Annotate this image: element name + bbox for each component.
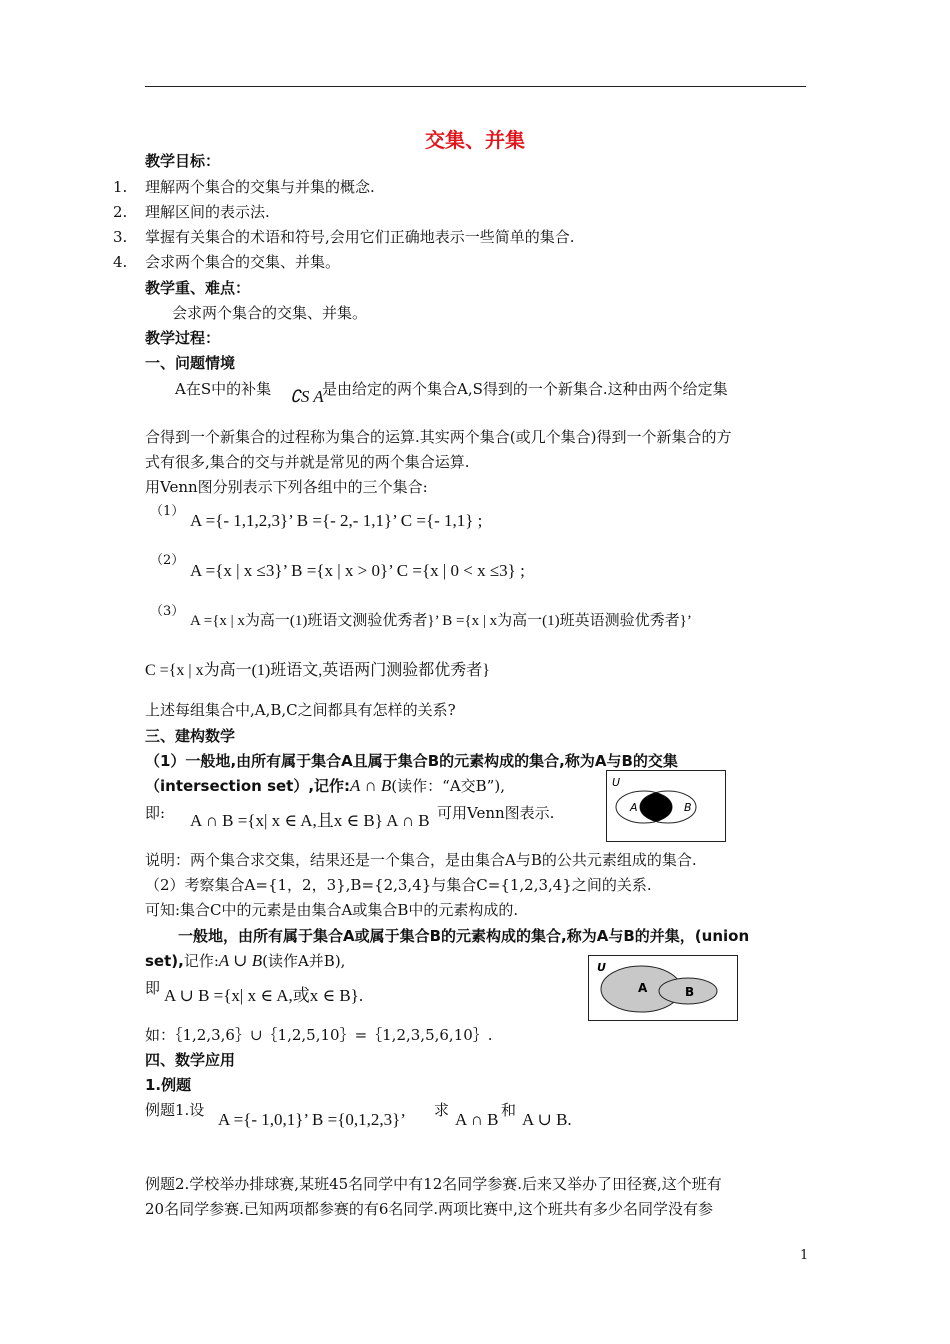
venn-union-u: U xyxy=(597,961,606,974)
example-num-2: （2） xyxy=(150,553,185,568)
def-union-b-math: A ∪ B xyxy=(218,951,263,970)
example1-math: A ={- 1,0,1}’ B ={0,1,2,3}’ xyxy=(218,1110,406,1129)
venn-intersection-a-label: A xyxy=(630,801,638,814)
def-intersection-b-read: (读作：“A交B”), xyxy=(391,777,505,795)
question-text: 上述每组集合中,A,B,C之间都具有怎样的关系? xyxy=(145,701,456,719)
def-union-b-label: 记作: xyxy=(183,952,219,970)
def-union-c-math: A ∪ B ={x| x ∈ A,或x ∈ B}. xyxy=(164,986,364,1005)
def-union-c-label: 即 xyxy=(145,979,161,997)
key-text: 会求两个集合的交集、并集。 xyxy=(172,304,368,322)
intro-line-d: 式有很多,集合的交与并就是常见的两个集合运算. xyxy=(145,453,470,471)
goal-num-2: 2. xyxy=(113,203,128,221)
venn-union-b-label: B xyxy=(685,985,695,999)
def-union-b xyxy=(145,952,345,970)
example-math-2: A ={x | x ≤3}’ B ={x | x > 0}’ C ={x | 0 < x ≤3} ; xyxy=(190,561,525,580)
goal-text-1: 理解两个集合的交集与并集的概念. xyxy=(145,178,375,196)
note-intersection: 说明：两个集合求交集，结果还是一个集合，是由集合A与B的公共元素组成的集合. xyxy=(145,851,697,869)
example2-line-a: 例题2.学校举办排球赛,某班45名同学中有12名同学参赛.后来又举办了田径赛,这个班有 xyxy=(145,1175,722,1193)
venn-intersection-u: U xyxy=(612,776,621,789)
heading-construct: 三、建构数学 xyxy=(145,727,236,745)
complement-symbol: ∁S A xyxy=(290,387,324,406)
example1-intersection: A ∩ B xyxy=(455,1110,499,1129)
venn-intersection-b-label: B xyxy=(684,801,692,814)
example-num-3: （3） xyxy=(150,604,185,619)
goal-text-2: 理解区间的表示法. xyxy=(145,203,270,221)
header-rule xyxy=(145,86,806,87)
goal-num-1: 1. xyxy=(113,178,128,196)
def-intersection-c-label: 即: xyxy=(145,804,166,822)
section-key: 教学重、难点： xyxy=(145,279,251,297)
union-knowledge: 可知:集合C中的元素是由集合A或集合B中的元素构成的. xyxy=(145,901,519,919)
intro-line-e: 用Venn图分别表示下列各组中的三个集合: xyxy=(145,478,428,496)
example-math-3c: C ={x | x为高一(1)班语文,英语两门测验都优秀者} xyxy=(145,662,490,679)
intro-line-c: 合得到一个新集合的过程称为集合的运算.其实两个集合(或几个集合)得到一个新集合的方 xyxy=(145,428,732,446)
goal-text-4: 会求两个集合的交集、并集。 xyxy=(145,253,341,271)
example2-line-b: 20名同学参赛.已知两项都参赛的有6名同学.两项比赛中,这个班共有多少名同学没有参 xyxy=(145,1200,713,1218)
section-process: 教学过程： xyxy=(145,329,221,347)
def-intersection-a: （1）一般地,由所有属于集合A且属于集合B的元素构成的集合,称为A与B的交集 xyxy=(145,752,678,770)
def-union-b-set: set), xyxy=(145,952,184,970)
page-number: 1 xyxy=(800,1248,809,1263)
goal-num-4: 4. xyxy=(113,253,128,271)
venn-union xyxy=(588,955,738,1021)
intro-line-b: 是由给定的两个集合A,S得到的一个新集合.这种由两个给定集 xyxy=(322,380,728,398)
page-title: 交集、并集 xyxy=(425,128,525,152)
goal-num-3: 3. xyxy=(113,228,128,246)
heading-examples: 1.例题 xyxy=(145,1076,192,1094)
example-num-1: （1） xyxy=(150,504,185,519)
section-goals: 教学目标： xyxy=(145,152,221,170)
heading-problem: 一、问题情境 xyxy=(145,354,236,372)
def-intersection-b-label: （intersection set）,记作: xyxy=(145,777,351,795)
def-intersection-b-math: A ∩ B xyxy=(350,776,392,795)
example-math-1: A ={- 1,1,2,3}’ B ={- 2,- 1,1}’ C ={- 1,1} ; xyxy=(190,511,483,530)
def-intersection-c-math: A ∩ B ={x| x ∈ A,且x ∈ B} A ∩ B xyxy=(190,811,430,830)
goal-text-3: 掌握有关集合的术语和符号,会用它们正确地表示一些简单的集合. xyxy=(145,228,575,246)
def-intersection-c-venn: 可用Venn图表示. xyxy=(437,804,555,822)
union-example: 如：｛1,2,3,6｝∪｛1,2,5,10｝=｛1,2,3,5,6,10｝. xyxy=(145,1026,493,1044)
def-union-a: 一般地，由所有属于集合A或属于集合B的元素构成的集合,称为A与B的并集，(union xyxy=(178,927,750,945)
heading-application: 四、数学应用 xyxy=(145,1051,236,1069)
def-intersection-b xyxy=(145,777,505,795)
example1-union: A ∪ B. xyxy=(522,1110,572,1129)
example1-label: 例题1.设 xyxy=(145,1101,205,1119)
venn-union-a-label: A xyxy=(638,981,648,995)
venn-intersection xyxy=(606,770,726,842)
example1-ask: 求 xyxy=(434,1101,450,1119)
union-question: （2）考察集合A={1，2，3},B={2,3,4}与集合C={1,2,3,4}之间的关系. xyxy=(145,876,652,894)
example-math-3: A ={x | x为高一(1)班语文测验优秀者}’ B ={x | x为高一(1)班英语测验优秀者}’ xyxy=(190,613,692,629)
intro-line-a: A在S中的补集 xyxy=(175,380,272,398)
def-union-b-read: (读作A并B), xyxy=(262,952,346,970)
example1-and: 和 xyxy=(501,1101,517,1119)
